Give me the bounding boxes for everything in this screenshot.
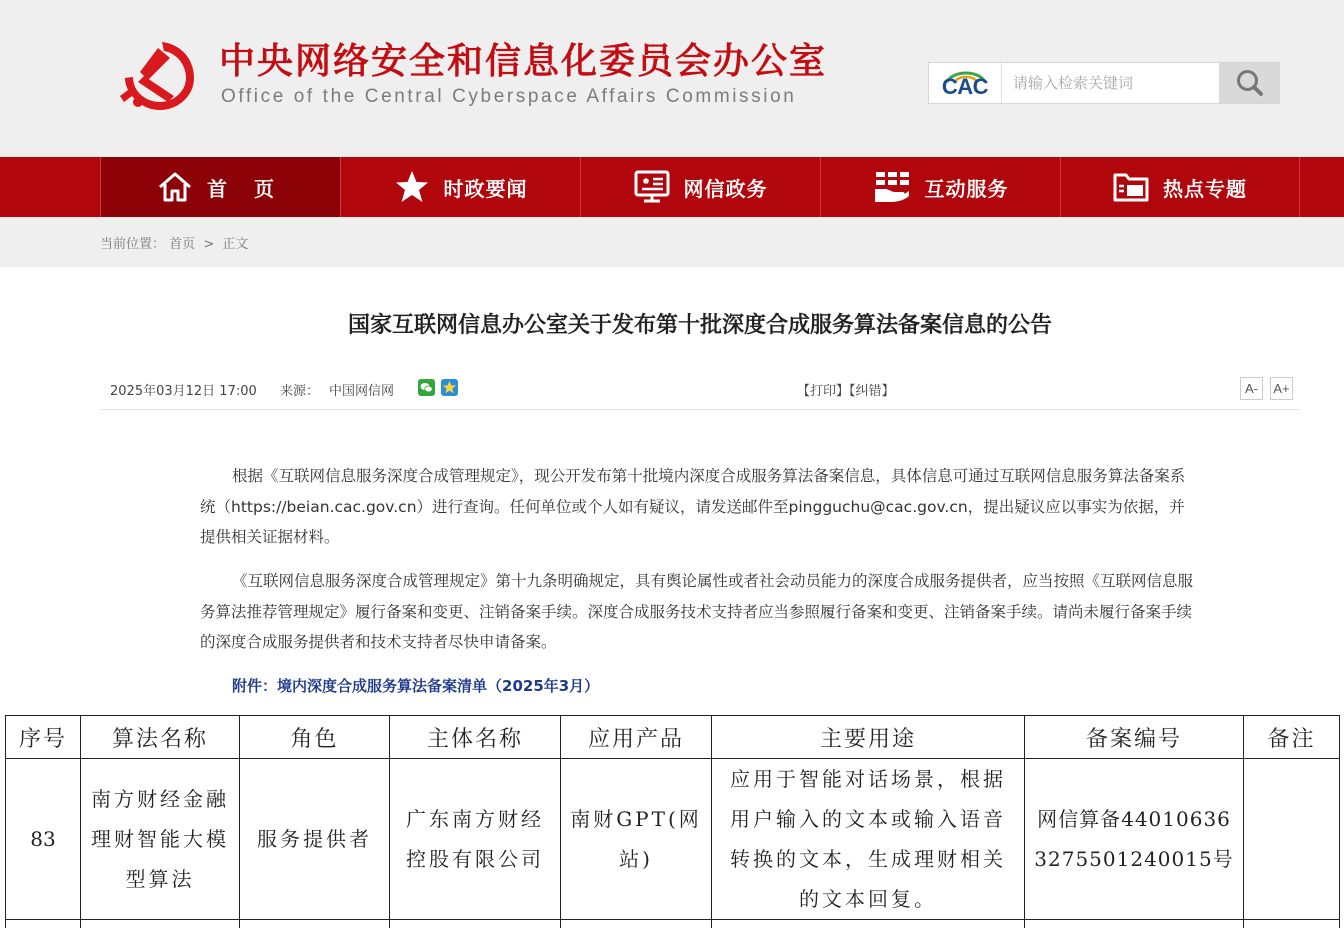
article-paragraph-1: 根据《互联网信息服务深度合成管理规定》，现公开发布第十批境内深度合成服务算法备案信息，具体信息可通过互联网信息服务算法备案系统（https://beian.cac.gov.cn）进行查询。任何单位或个人如有疑议，请发送邮件至pingguchu@cac.gov.cn，提出疑议应以事实为依据，并提供相关证据材料。 <box>200 467 1186 546</box>
article-actions <box>797 380 895 399</box>
site-subtitle: Office of the Central Cyberspace Affairs Commission <box>221 86 797 107</box>
column-header: 备注 <box>1244 716 1340 759</box>
nav-label-topics: 热点专题 <box>1163 176 1247 201</box>
search-button[interactable] <box>1219 63 1280 103</box>
row-index: 83 <box>6 759 81 920</box>
search-input[interactable] <box>1003 63 1219 103</box>
party-emblem-logo <box>118 36 200 116</box>
publish-date: 2025年03月12日 17:00 <box>110 384 257 399</box>
screen-icon <box>634 170 670 204</box>
row-filing-number <box>1025 759 1244 920</box>
product-text: 南财GPT(网站) <box>570 807 702 871</box>
table-cell <box>240 920 390 928</box>
breadcrumb-home-link[interactable]: 首页 <box>169 237 196 252</box>
print-link[interactable]: 【打印】 <box>797 384 850 399</box>
nav-item-interactive[interactable] <box>820 157 1060 217</box>
table-cell <box>81 920 240 928</box>
attachment-title: 附件：境内深度合成服务算法备案清单（2025年3月） <box>232 677 600 695</box>
filing-number-text: 网信算备440106363275501240015号 <box>1034 807 1234 871</box>
table-cell <box>1244 920 1340 928</box>
row-product <box>561 759 712 920</box>
table-cell <box>390 920 561 928</box>
font-increase-button[interactable]: A+ <box>1270 377 1293 400</box>
column-header: 算法名称 <box>81 716 240 759</box>
main-nav <box>0 157 1344 217</box>
article-paragraph-2: 《互联网信息服务深度合成管理规定》第十九条明确规定，具有舆论属性或者社会动员能力的深度合成服务提供者，应当按照《互联网信息服务算法推荐管理规定》履行备案和变更、注销备案手续。深度合成服务技术支持者应当参照履行备案和变更、注销备案手续。请尚未履行备案手续的深度合成服务提供者和技术支持者尽快申请备案。 <box>200 572 1194 651</box>
filing-table <box>5 715 1340 928</box>
qzone-share-icon[interactable] <box>441 379 458 396</box>
article-meta <box>100 370 1300 410</box>
entity-text: 广东南方财经控股有限公司 <box>406 807 544 871</box>
source-name: 中国网信网 <box>329 384 395 399</box>
row-purpose <box>712 759 1025 920</box>
article-title: 国家互联网信息办公室关于发布第十批深度合成服务算法备案信息的公告 <box>347 313 1052 338</box>
table-cell <box>561 920 712 928</box>
purpose-text: 应用于智能对话场景，根据用户输入的文本或输入语音转换的文本，生成理财相关的文本回复。 <box>730 767 1006 911</box>
home-icon <box>157 171 193 203</box>
folder-icon <box>1113 171 1149 203</box>
table-header-row <box>6 716 1340 759</box>
site-header <box>0 0 1344 157</box>
column-header: 角色 <box>240 716 390 759</box>
row-note <box>1244 759 1340 920</box>
column-header: 备案编号 <box>1025 716 1244 759</box>
cac-logo-text: CAC <box>941 74 989 99</box>
nav-label-interactive: 互动服务 <box>924 176 1009 201</box>
nav-label-government: 网信政务 <box>683 176 768 201</box>
row-entity <box>390 759 561 920</box>
nav-item-topics[interactable] <box>1060 157 1300 217</box>
column-header: 应用产品 <box>561 716 712 759</box>
breadcrumb <box>100 233 248 252</box>
nav-label-news: 时政要闻 <box>443 176 528 201</box>
table-cell <box>712 920 1025 928</box>
table-row <box>6 759 1340 920</box>
table-cell <box>6 920 81 928</box>
breadcrumb-separator: > <box>203 237 215 252</box>
column-header: 序号 <box>6 716 81 759</box>
role-text: 服务提供者 <box>257 827 372 851</box>
table-row <box>6 920 1340 928</box>
column-header: 主体名称 <box>390 716 561 759</box>
star-icon <box>394 170 430 204</box>
wechat-share-icon[interactable] <box>418 379 435 396</box>
source-label: 来源： <box>280 384 320 399</box>
font-decrease-button[interactable]: A- <box>1240 377 1263 400</box>
breadcrumb-current: 正文 <box>222 237 249 252</box>
breadcrumb-bar <box>0 217 1344 267</box>
algorithm-name-text: 南方财经金融理财智能大模型算法 <box>91 787 229 891</box>
correct-link[interactable]: 【纠错】 <box>849 384 895 399</box>
cac-logo <box>929 63 1002 103</box>
nav-item-home[interactable] <box>100 157 340 217</box>
handshake-icon <box>873 170 911 204</box>
column-header: 主要用途 <box>712 716 1025 759</box>
nav-label-home: 首 页 <box>207 176 284 201</box>
nav-item-news[interactable] <box>340 157 580 217</box>
search-box <box>928 62 1280 104</box>
table-cell <box>1025 920 1244 928</box>
row-role <box>240 759 390 920</box>
nav-item-government[interactable] <box>580 157 820 217</box>
search-icon <box>1235 68 1265 98</box>
site-title: 中央网络安全和信息化委员会办公室 <box>219 41 828 82</box>
row-algorithm-name <box>81 759 240 920</box>
breadcrumb-prefix: 当前位置： <box>100 237 166 252</box>
